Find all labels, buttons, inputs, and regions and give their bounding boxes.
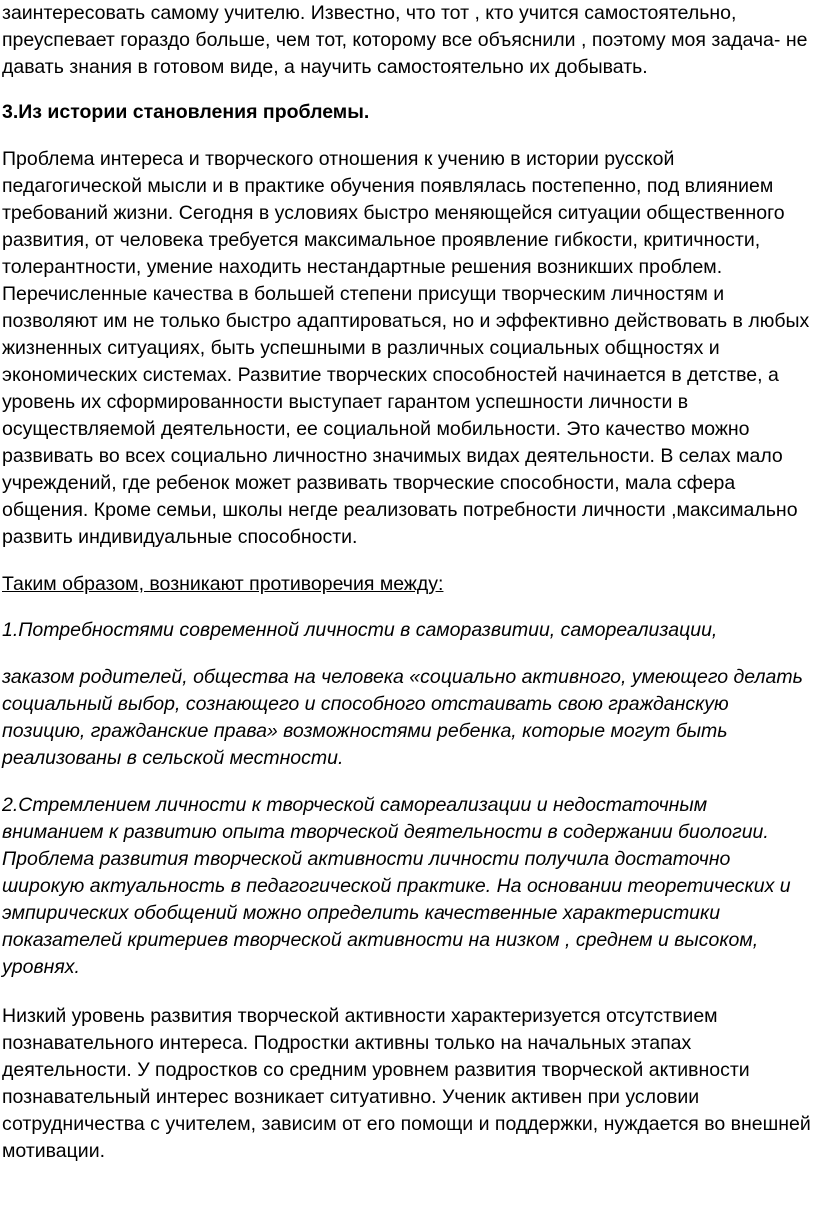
history-paragraph: Проблема интереса и творческого отношения к учению в истории русской педагогической мысли и в практике обучения появлялась постепенно, под влиянием требований жизни. Сегодня в условиях быстро меняющейся ситуации общественного развития, от человека требуется максимальное проявление гибкости, критичности, толерантности, умение находить нестандартные решения возникших проблем. Перечисленные качества в большей степени присущи творческим личностям и позволяют им не только быстро адаптироваться, но и эффективно действовать в любых жизненных ситуациях, быть успешными в различных социальных общностях и экономических системах. Развитие творческих способностей начинается в детстве, а уровень их сформированности выступает гарантом успешности личности в осуществляемой деятельности, ее социальной мобильности. Это качество можно развивать во всех социально личностно значимых видах деятельности. В селах мало учреждений, где ребенок может развивать творческие способности, мала сфера общения. Кроме семьи, школы негде реализовать потребности личности ,максимально развить индивидуальные способности. xyxy=(2,148,810,548)
document-page xyxy=(2,0,812,1165)
intro-paragraph: заинтересовать самому учителю. Известно, что тот , кто учится самостоятельно, преуспевает гораздо больше, чем тот, которому все объяснили , поэтому моя задача- не давать знания в готовом виде, а научить самостоятельно их добывать. xyxy=(2,2,808,78)
low-level-paragraph: Низкий уровень развития творческой активности характеризуется отсутствием познавательного интереса. Подростки активны только на начальных этапах деятельности. У подростков со средним уровнем развития творческой активности познавательный интерес возникает ситуативно. Ученик активен при условии сотрудничества с учителем, зависим от его помощи и поддержки, нуждается во внешней мотивации. xyxy=(2,1005,811,1162)
contradictions-lead: Таким образом, возникают противоречия между: xyxy=(2,573,444,595)
contradiction-2: 2.Стремлением личности к творческой самореализации и недостаточным вниманием к развитию опыта творческой деятельности в содержании биологии. Проблема развития творческой активности личности получила достаточно широкую актуальность в педагогической практике. На основании теоретических и эмпирических обобщений можно определить качественные характеристики показателей критериев творческой активности на низком , среднем и высоком, уровнях. xyxy=(2,794,791,978)
section-heading: 3.Из истории становления проблемы. xyxy=(2,101,370,123)
contradiction-1-continuation: заказом родителей, общества на человека «социально активного, умеющего делать социальный выбор, сознающего и способного отстаивать свою гражданскую позицию, гражданские права» возможностями ребенка, которые могут быть реализованы в сельской местности. xyxy=(2,666,803,769)
contradiction-1-line: 1.Потребностями современной личности в саморазвитии, самореализации, xyxy=(2,619,718,641)
